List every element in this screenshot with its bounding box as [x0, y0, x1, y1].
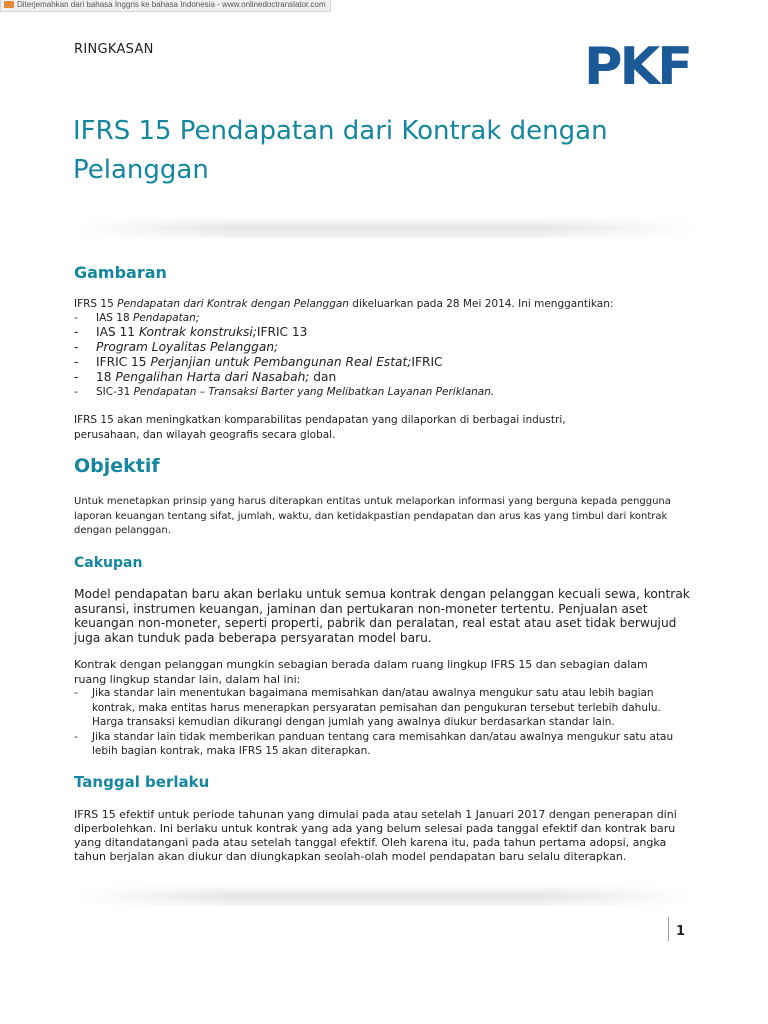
item-tail: IFRIC	[411, 355, 443, 369]
replaced-standards-list	[74, 311, 494, 400]
list-item	[74, 340, 494, 355]
item-code: IAS 18	[96, 312, 133, 324]
section-heading-tanggal-berlaku: Tanggal berlaku	[74, 773, 210, 791]
item-code: IAS 11	[96, 325, 139, 339]
list-item	[74, 311, 494, 325]
section-heading-objektif: Objektif	[74, 455, 160, 477]
cakupan-paragraph-1: Model pendapatan baru akan berlaku untuk semua kontrak dengan pelanggan kecuali sewa, kontrak asuransi, instrumen keuangan, jaminan dan pertukaran non-moneter tertentu. Penjualan aset keuangan non-moneter, seperti properti, pabrik dan peralatan, real estat atau aset tidak berwujud juga akan tunduk pada beberapa persyaratan model baru.	[74, 587, 690, 646]
translator-banner[interactable]	[0, 0, 331, 12]
list-item	[74, 370, 494, 385]
gambaran-outro: IFRS 15 akan meningkatkan komparabilitas pendapatan yang dilaporkan di berbagai industri, perusahaan, dan wilayah geografis secara global.	[74, 414, 566, 441]
intro-text-a: IFRS 15	[74, 298, 118, 310]
divider-shadow-bottom	[74, 884, 696, 906]
page-title: IFRS 15 Pendapatan dari Kontrak dengan Pelanggan	[73, 116, 608, 185]
item-title: Pendapatan – Transaksi Barter yang Melibatkan Layanan Periklanan.	[133, 386, 495, 398]
list-item	[74, 385, 494, 400]
objektif-body: Untuk menetapkan prinsip yang harus diterapkan entitas untuk melaporkan informasi yang berguna kepada pengguna laporan keuangan tentang sifat, jumlah, waktu, dan ketidakpastian pendapatan dan arus kas yang timbul dari kontrak dengan pelanggan.	[74, 496, 671, 536]
page-number: 1	[676, 924, 686, 939]
item-title: Pendapatan;	[132, 312, 200, 324]
pkf-logo	[584, 41, 692, 86]
intro-text-c: dikeluarkan pada 28 Mei 2014. Ini menggantikan:	[348, 298, 614, 310]
logo-text: PKF	[584, 41, 690, 86]
gambaran-intro	[74, 297, 694, 312]
item-tail: IFRIC 13	[256, 325, 308, 339]
item-title: Pengalihan Harta dari Nasabah;	[115, 370, 310, 384]
page-number-rule	[668, 917, 669, 941]
cakupan-bullet-list	[74, 686, 694, 759]
item-tail: dan	[309, 370, 337, 384]
tanggal-berlaku-body: IFRS 15 efektif untuk periode tahunan yang dimulai pada atau setelah 1 Januari 2017 dengan penerapan dini diperbolehkan. Ini berlaku untuk kontrak yang ada yang belum selesai pada tanggal efektif dan kontrak baru yang ditandatangani pada atau setelah tanggal efektif. Oleh karena itu, pada tahun pertama adopsi, angka tahun berjalan akan diukur dan diungkapkan seolah-olah model pendapatan baru selalu diterapkan.	[74, 808, 677, 863]
section-heading-gambaran: Gambaran	[74, 263, 167, 282]
list-item: - Jika standar lain menentukan bagaimana memisahkan dan/atau awalnya mengukur satu atau lebih bagian kontrak, maka entitas harus menerapkan persyaratan pemisahan dan pengukuran tersebut terlebih dahulu. Harga transaksi kemudian dikurangi dengan jumlah yang awalnya diukur berdasarkan standar lain.	[74, 686, 694, 730]
list-item: - Jika standar lain tidak memberikan panduan tentang cara memisahkan dan/atau awalnya mengukur satu atau lebih bagian kontrak, maka IFRS 15 akan diterapkan.	[74, 730, 694, 759]
translator-icon	[4, 1, 14, 8]
section-heading-cakupan: Cakupan	[74, 555, 143, 571]
item-code: 18	[96, 370, 116, 384]
list-item	[74, 325, 494, 340]
list-item	[74, 355, 494, 370]
intro-text-italic: Pendapatan dari Kontrak dengan Pelanggan	[117, 298, 349, 310]
item-code: SIC-31	[96, 386, 134, 398]
item-code: IFRIC 15	[96, 355, 151, 369]
cakupan-paragraph-2: Kontrak dengan pelanggan mungkin sebagian berada dalam ruang lingkup IFRS 15 dan sebagian dalam ruang lingkup standar lain, dalam hal ini:	[74, 658, 648, 686]
document-type-label: RINGKASAN	[74, 42, 154, 57]
divider-shadow-top	[74, 216, 696, 238]
translator-banner-text[interactable]: Diterjemahkan dari bahasa Inggris ke bahasa Indonesia - www.onlinedoctranslator.com	[17, 0, 326, 9]
item-title: Program Loyalitas Pelanggan;	[96, 340, 279, 354]
item-title: Kontrak konstruksi;	[138, 325, 257, 339]
item-title: Perjanjian untuk Pembangunan Real Estat;	[150, 355, 412, 369]
